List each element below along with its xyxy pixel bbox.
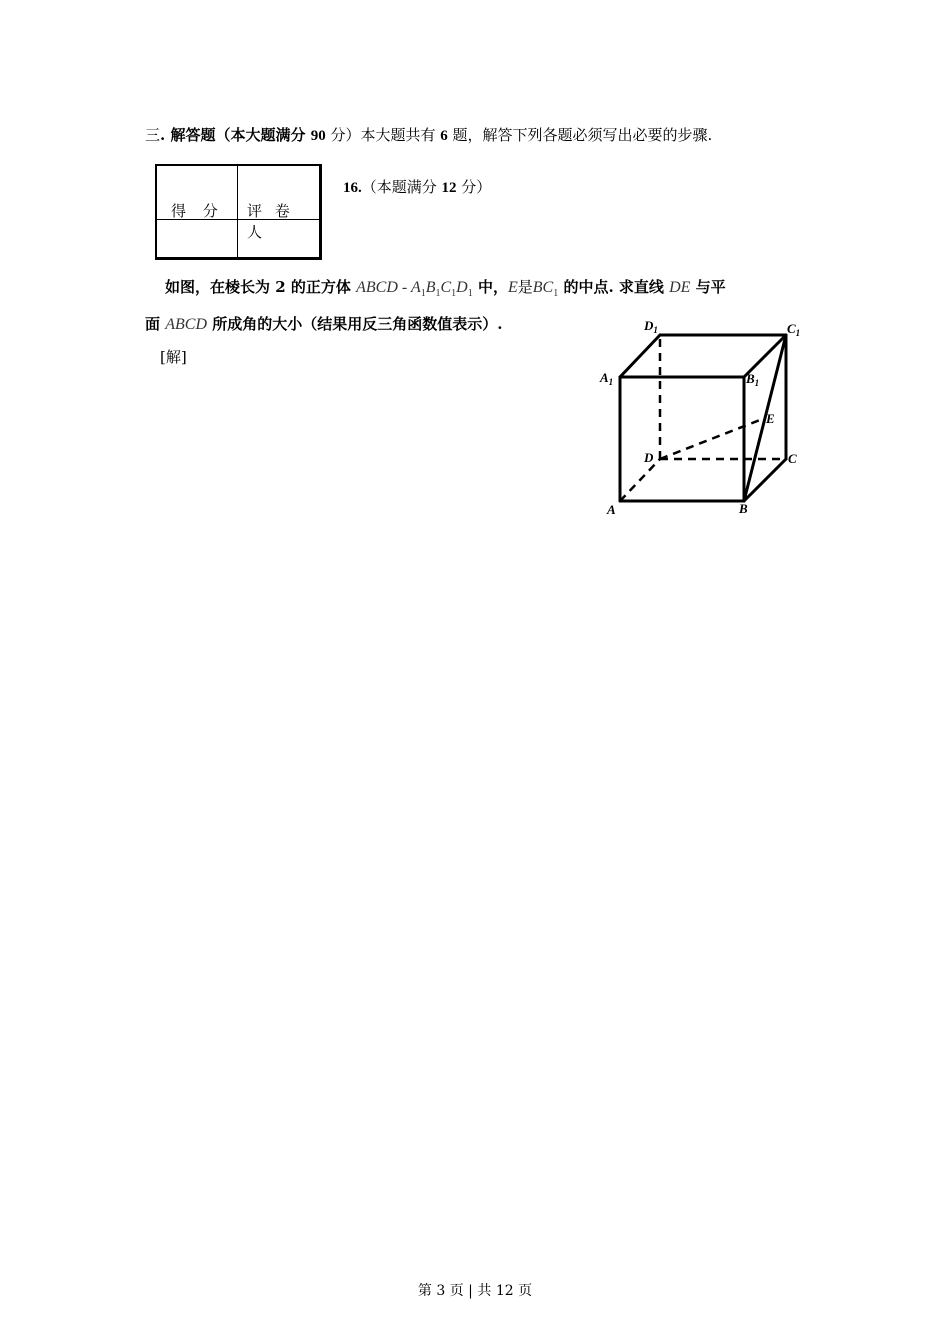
label-C: C — [788, 451, 797, 466]
question-text-line1: 如图，在棱长为 2 的正方体 ABCD - $A_1B_1C_1D_1$ 中，E是$BC_1$ 的中点. 求直线 DE 与平 — [165, 278, 726, 300]
score-label: 得 分 — [171, 202, 224, 220]
question-text-line2: 面 ABCD 所成角的大小（结果用反三角函数值表示）. — [145, 315, 503, 333]
label-D1: $D_1$ — [644, 318, 658, 335]
answer-label: [解] — [160, 348, 187, 366]
segment-D-E — [660, 418, 765, 459]
question-number: 16.（本题满分 12 分） — [343, 178, 492, 196]
edge-A1-D1 — [620, 335, 660, 377]
grader-label: 评 卷 人 — [247, 202, 294, 241]
label-B: B — [739, 501, 748, 516]
label-B1: $B_1$ — [746, 371, 760, 388]
label-C1: $C_1$ — [787, 321, 801, 338]
score-value-cell[interactable] — [159, 222, 235, 256]
cube-figure — [596, 316, 816, 526]
label-A: A — [607, 502, 616, 517]
grader-value-cell[interactable] — [241, 222, 317, 256]
label-E: E — [766, 411, 775, 426]
score-table — [155, 164, 322, 260]
section-heading: 三. 解答题（本大题满分 90 分）本大题共有 6 题，解答下列各题必须写出必要的步骤. — [145, 126, 713, 144]
label-A1: $A_1$ — [600, 370, 614, 387]
page-footer: 第 3 页 | 共 12 页 — [417, 1283, 533, 1299]
hidden-edge-A-D — [620, 459, 660, 501]
label-D: D — [644, 450, 654, 465]
